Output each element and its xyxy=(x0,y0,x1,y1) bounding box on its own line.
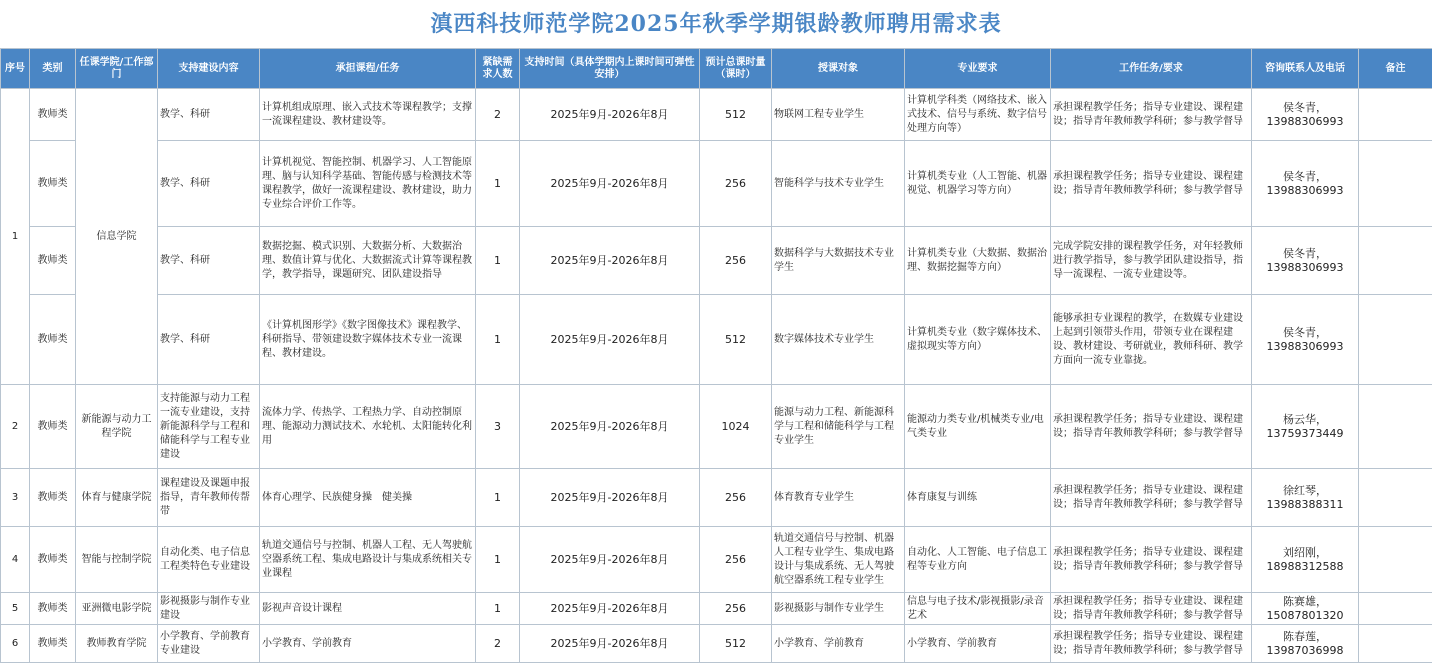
header-task: 工作任务/要求 xyxy=(1051,49,1252,89)
table-row xyxy=(1,385,1432,469)
hours-cell: 256 xyxy=(700,141,772,227)
header-dept: 任课学院/工作部门 xyxy=(76,49,158,89)
time-cell: 2025年9月-2026年8月 xyxy=(520,469,700,527)
note-cell xyxy=(1359,385,1432,469)
contact-cell: 徐红琴，13988388311 xyxy=(1252,469,1359,527)
header-contact: 咨询联系人及电话 xyxy=(1252,49,1359,89)
header-note: 备注 xyxy=(1359,49,1432,89)
time-cell: 2025年9月-2026年8月 xyxy=(520,227,700,295)
task-cell: 承担课程教学任务；指导专业建设、课程建设；指导青年教师教学科研；参与教学督导 xyxy=(1051,527,1252,593)
dept-cell: 新能源与动力工程学院 xyxy=(76,385,158,469)
course-cell: 计算机视觉、智能控制、机器学习、人工智能原理、脑与认知科学基础、智能传感与检测技术等课程教学，做好一流课程建设、教材建设，助力专业综合评价工作等。 xyxy=(260,141,476,227)
page-title: 滇西科技师范学院2025年秋季学期银龄教师聘用需求表 xyxy=(430,11,1002,37)
dept-cell: 教师教育学院 xyxy=(76,625,158,663)
table-row xyxy=(1,527,1432,593)
header-category: 类别 xyxy=(30,49,76,89)
major-cell: 小学教育、学前教育 xyxy=(905,625,1051,663)
count-cell: 1 xyxy=(476,593,520,625)
target-cell: 体育教育专业学生 xyxy=(772,469,905,527)
target-cell: 小学教育、学前教育 xyxy=(772,625,905,663)
category-cell: 教师类 xyxy=(30,593,76,625)
header-major: 专业要求 xyxy=(905,49,1051,89)
content-cell: 影视摄影与制作专业建设 xyxy=(158,593,260,625)
category-cell: 教师类 xyxy=(30,625,76,663)
note-cell xyxy=(1359,227,1432,295)
time-cell: 2025年9月-2026年8月 xyxy=(520,141,700,227)
target-cell: 数据科学与大数据技术专业学生 xyxy=(772,227,905,295)
row-number: 6 xyxy=(1,625,30,663)
count-cell: 1 xyxy=(476,141,520,227)
time-cell: 2025年9月-2026年8月 xyxy=(520,295,700,385)
major-cell: 计算机类专业（大数据、数据治理、数据挖掘等方向） xyxy=(905,227,1051,295)
contact-cell: 陈春莲，13987036998 xyxy=(1252,625,1359,663)
note-cell xyxy=(1359,527,1432,593)
target-cell: 影视摄影与制作专业学生 xyxy=(772,593,905,625)
content-cell: 教学、科研 xyxy=(158,141,260,227)
count-cell: 3 xyxy=(476,385,520,469)
category-cell: 教师类 xyxy=(30,385,76,469)
time-cell: 2025年9月-2026年8月 xyxy=(520,593,700,625)
contact-cell: 侯冬青，13988306993 xyxy=(1252,141,1359,227)
content-cell: 课程建设及课题申报指导，青年教师传帮带 xyxy=(158,469,260,527)
dept-cell: 智能与控制学院 xyxy=(76,527,158,593)
major-cell: 体育康复与训练 xyxy=(905,469,1051,527)
major-cell: 计算机学科类（网络技术、嵌入式技术、信号与系统、数字信号处理方向等） xyxy=(905,89,1051,141)
task-cell: 承担课程教学任务；指导专业建设、课程建设；指导青年教师教学科研；参与教学督导 xyxy=(1051,385,1252,469)
content-cell: 支持能源与动力工程一流专业建设，支持新能源科学与工程和储能科学与工程专业建设 xyxy=(158,385,260,469)
major-cell: 自动化、人工智能、电子信息工程等专业方向 xyxy=(905,527,1051,593)
header-course: 承担课程/任务 xyxy=(260,49,476,89)
row-number: 3 xyxy=(1,469,30,527)
table-row xyxy=(1,625,1432,663)
major-cell: 信息与电子技术/影视摄影/录音艺术 xyxy=(905,593,1051,625)
category-cell: 教师类 xyxy=(30,89,76,141)
hours-cell: 512 xyxy=(700,625,772,663)
contact-cell: 陈赛雄，15087801320 xyxy=(1252,593,1359,625)
dept-cell: 信息学院 xyxy=(76,89,158,385)
task-cell: 完成学院安排的课程教学任务，对年轻教师进行教学指导，参与教学团队建设指导，指导一流课程、一流专业建设等。 xyxy=(1051,227,1252,295)
time-cell: 2025年9月-2026年8月 xyxy=(520,89,700,141)
hours-cell: 256 xyxy=(700,227,772,295)
course-cell: 轨道交通信号与控制、机器人工程、无人驾驶航空器系统工程、集成电路设计与集成系统相关专业课程 xyxy=(260,527,476,593)
contact-cell: 侯冬青，13988306993 xyxy=(1252,295,1359,385)
hours-cell: 256 xyxy=(700,469,772,527)
table-row xyxy=(1,227,1432,295)
hours-cell: 256 xyxy=(700,527,772,593)
category-cell: 教师类 xyxy=(30,469,76,527)
major-cell: 计算机类专业（数字媒体技术、虚拟现实等方向） xyxy=(905,295,1051,385)
table-row xyxy=(1,469,1432,527)
recruitment-table xyxy=(0,48,1432,663)
task-cell: 承担课程教学任务；指导专业建设、课程建设；指导青年教师教学科研；参与教学督导 xyxy=(1051,469,1252,527)
row-number: 5 xyxy=(1,593,30,625)
header-no: 序号 xyxy=(1,49,30,89)
course-cell: 小学教育、学前教育 xyxy=(260,625,476,663)
header-content: 支持建设内容 xyxy=(158,49,260,89)
target-cell: 数字媒体技术专业学生 xyxy=(772,295,905,385)
table-row xyxy=(1,593,1432,625)
table-row xyxy=(1,141,1432,227)
course-cell: 数据挖掘、模式识别、大数据分析、大数据治理、数值计算与优化、大数据流式计算等课程教学，教学指导，课题研究、团队建设指导 xyxy=(260,227,476,295)
note-cell xyxy=(1359,625,1432,663)
hours-cell: 1024 xyxy=(700,385,772,469)
note-cell xyxy=(1359,469,1432,527)
time-cell: 2025年9月-2026年8月 xyxy=(520,527,700,593)
dept-cell: 亚洲微电影学院 xyxy=(76,593,158,625)
count-cell: 1 xyxy=(476,227,520,295)
major-cell: 能源动力类专业/机械类专业/电气类专业 xyxy=(905,385,1051,469)
header-time: 支持时间（具体学期内上课时间可弹性安排） xyxy=(520,49,700,89)
count-cell: 1 xyxy=(476,527,520,593)
course-cell: 影视声音设计课程 xyxy=(260,593,476,625)
hours-cell: 256 xyxy=(700,593,772,625)
content-cell: 小学教育、学前教育专业建设 xyxy=(158,625,260,663)
contact-cell: 刘绍刚，18988312588 xyxy=(1252,527,1359,593)
category-cell: 教师类 xyxy=(30,227,76,295)
task-cell: 能够承担专业课程的教学，在数媒专业建设上起到引领带头作用，带领专业在课程建设、教材建设、考研就业，教师科研、教学方面向一流专业靠拢。 xyxy=(1051,295,1252,385)
category-cell: 教师类 xyxy=(30,295,76,385)
task-cell: 承担课程教学任务；指导专业建设、课程建设；指导青年教师教学科研；参与教学督导 xyxy=(1051,141,1252,227)
count-cell: 1 xyxy=(476,295,520,385)
row-number: 1 xyxy=(1,89,30,385)
contact-cell: 侯冬青，13988306993 xyxy=(1252,89,1359,141)
content-cell: 自动化类、电子信息工程类特色专业建设 xyxy=(158,527,260,593)
target-cell: 物联网工程专业学生 xyxy=(772,89,905,141)
time-cell: 2025年9月-2026年8月 xyxy=(520,625,700,663)
contact-cell: 侯冬青，13988306993 xyxy=(1252,227,1359,295)
row-number: 2 xyxy=(1,385,30,469)
content-cell: 教学、科研 xyxy=(158,227,260,295)
count-cell: 2 xyxy=(476,89,520,141)
hours-cell: 512 xyxy=(700,89,772,141)
note-cell xyxy=(1359,593,1432,625)
course-cell: 体育心理学、民族健身操 健美操 xyxy=(260,469,476,527)
header-row xyxy=(1,49,1432,89)
time-cell: 2025年9月-2026年8月 xyxy=(520,385,700,469)
course-cell: 流体力学、传热学、工程热力学、自动控制原理、能源动力测试技术、水轮机、太阳能转化利用 xyxy=(260,385,476,469)
hours-cell: 512 xyxy=(700,295,772,385)
contact-cell: 杨云华，13759373449 xyxy=(1252,385,1359,469)
count-cell: 2 xyxy=(476,625,520,663)
content-cell: 教学、科研 xyxy=(158,89,260,141)
note-cell xyxy=(1359,89,1432,141)
target-cell: 智能科学与技术专业学生 xyxy=(772,141,905,227)
course-cell: 计算机组成原理、嵌入式技术等课程教学；支撑一流课程建设、教材建设等。 xyxy=(260,89,476,141)
table-row xyxy=(1,295,1432,385)
note-cell xyxy=(1359,295,1432,385)
category-cell: 教师类 xyxy=(30,141,76,227)
category-cell: 教师类 xyxy=(30,527,76,593)
target-cell: 能源与动力工程、新能源科学与工程和储能科学与工程专业学生 xyxy=(772,385,905,469)
course-cell: 《计算机图形学》《数字图像技术》课程教学、科研指导、带领建设数字媒体技术专业一流课程、教材建设。 xyxy=(260,295,476,385)
row-number: 4 xyxy=(1,527,30,593)
task-cell: 承担课程教学任务；指导专业建设、课程建设；指导青年教师教学科研；参与教学督导 xyxy=(1051,625,1252,663)
task-cell: 承担课程教学任务；指导专业建设、课程建设；指导青年教师教学科研；参与教学督导 xyxy=(1051,89,1252,141)
dept-cell: 体育与健康学院 xyxy=(76,469,158,527)
major-cell: 计算机类专业（人工智能、机器视觉、机器学习等方向） xyxy=(905,141,1051,227)
table-row xyxy=(1,89,1432,141)
header-count: 紧缺需求人数 xyxy=(476,49,520,89)
note-cell xyxy=(1359,141,1432,227)
content-cell: 教学、科研 xyxy=(158,295,260,385)
header-target: 授课对象 xyxy=(772,49,905,89)
count-cell: 1 xyxy=(476,469,520,527)
task-cell: 承担课程教学任务；指导专业建设、课程建设；指导青年教师教学科研；参与教学督导 xyxy=(1051,593,1252,625)
target-cell: 轨道交通信号与控制、机器人工程专业学生、集成电路设计与集成系统、无人驾驶航空器系统工程专业学生 xyxy=(772,527,905,593)
header-hours: 预计总课时量（课时） xyxy=(700,49,772,89)
